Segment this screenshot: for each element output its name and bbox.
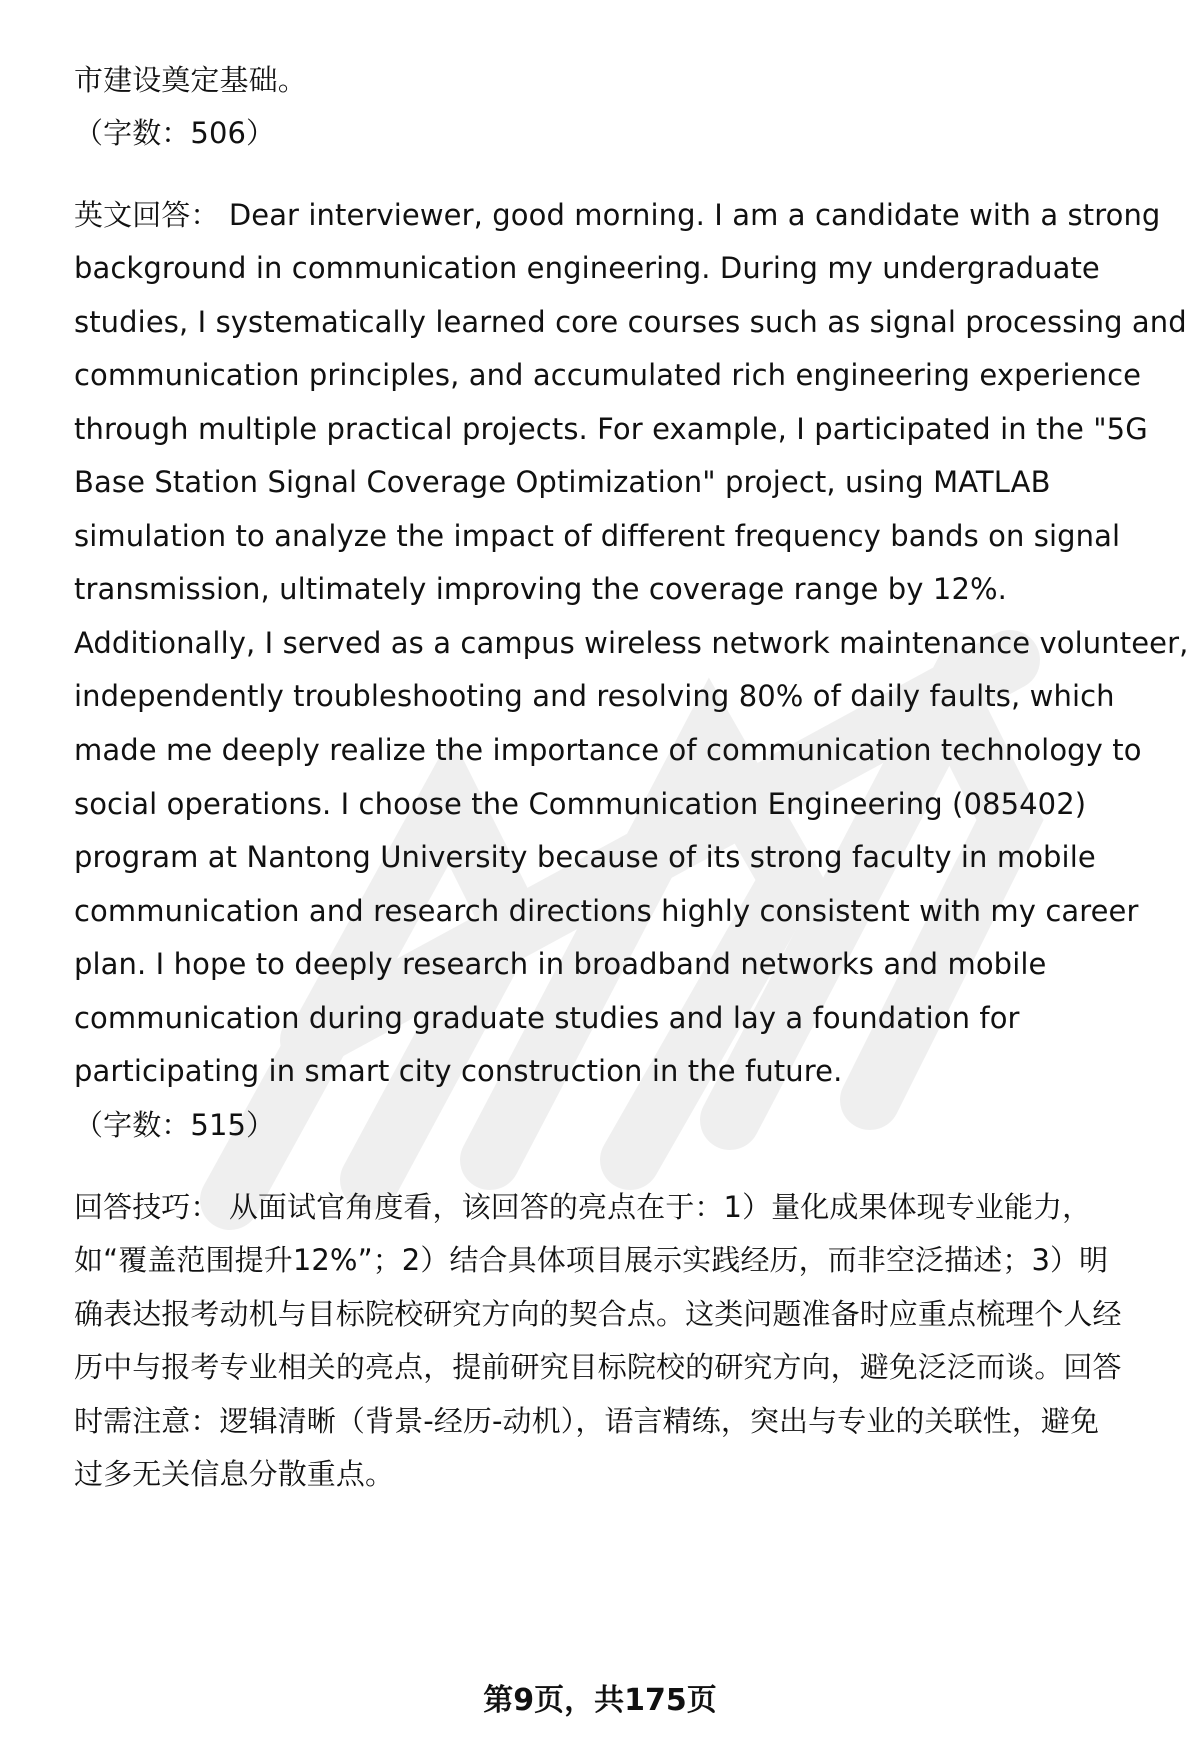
tips-line-1: 回答技巧： 从面试官角度看，该回答的亮点在于：1）量化成果体现专业能力， — [74, 1190, 1092, 1224]
word-count-2: （字数：515） — [74, 1108, 276, 1142]
tips-line-3: 确表达报考动机与目标院校研究方向的契合点。这类问题准备时应重点梳理个人经 — [74, 1297, 1122, 1331]
english-answer-line-3: studies, I systematically learned core courses such as signal processing and — [74, 305, 1187, 339]
english-answer-line-1: 英文回答： Dear interviewer, good morning. I am a candidate with a strong — [74, 198, 1161, 232]
english-answer-line-9: Additionally, I served as a campus wireless network maintenance volunteer, — [74, 626, 1189, 660]
english-answer-line-16: communication during graduate studies and lay a foundation for — [74, 1001, 1020, 1035]
tips-line-5: 时需注意：逻辑清晰（背景-经历-动机），语言精练，突出与专业的关联性，避免 — [74, 1404, 1100, 1438]
english-answer-line-13: program at Nantong University because of its strong faculty in mobile — [74, 840, 1096, 874]
english-answer-line-5: through multiple practical projects. For example, I participated in the "5G — [74, 412, 1148, 446]
english-answer-line-15: plan. I hope to deeply research in broadband networks and mobile — [74, 947, 1047, 981]
english-answer-line-17: participating in smart city construction in the future. — [74, 1054, 843, 1088]
english-answer-line-10: independently troubleshooting and resolving 80% of daily faults, which — [74, 679, 1115, 713]
english-answer-line-6: Base Station Signal Coverage Optimization" project, using MATLAB — [74, 465, 1051, 499]
tips-line-6: 过多无关信息分散重点。 — [74, 1457, 395, 1491]
english-answer-line-11: made me deeply realize the importance of communication technology to — [74, 733, 1142, 767]
page-number-footer: 第9页，共175页 — [483, 1683, 717, 1718]
english-answer-line-14: communication and research directions highly consistent with my career — [74, 894, 1139, 928]
word-count-1: （字数：506） — [74, 116, 276, 150]
tips-line-2: 如“覆盖范围提升12%”；2）结合具体项目展示实践经历，而非空泛描述；3）明 — [74, 1243, 1109, 1277]
english-answer-line-8: transmission, ultimately improving the coverage range by 12%. — [74, 572, 1007, 606]
english-answer-line-7: simulation to analyze the impact of different frequency bands on signal — [74, 519, 1121, 553]
english-answer-line-2: background in communication engineering. During my undergraduate — [74, 251, 1100, 285]
english-answer-line-4: communication principles, and accumulated rich engineering experience — [74, 358, 1142, 392]
text-line-1: 市建设奠定基础。 — [74, 63, 307, 97]
tips-line-4: 历中与报考专业相关的亮点，提前研究目标院校的研究方向，避免泛泛而谈。回答 — [74, 1350, 1122, 1384]
english-answer-line-12: social operations. I choose the Communication Engineering (085402) — [74, 787, 1087, 821]
